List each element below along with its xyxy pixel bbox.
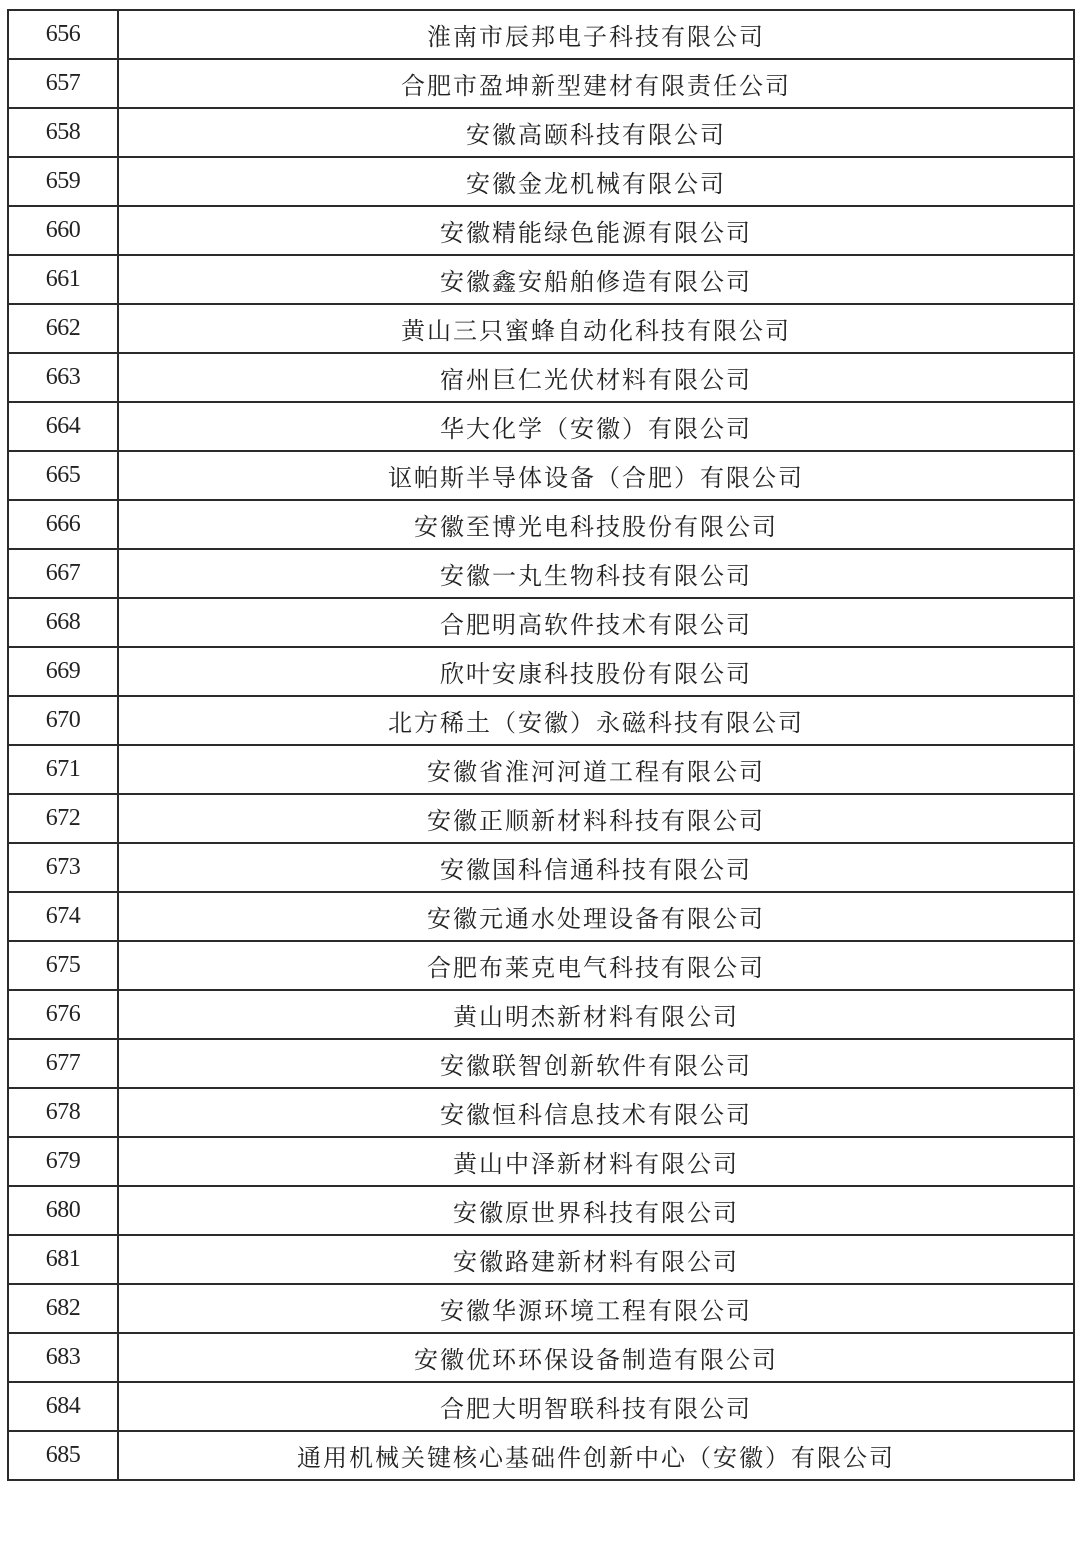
table-row (8, 745, 1074, 794)
row-index: 679 (8, 1137, 118, 1186)
table-row (8, 1235, 1074, 1284)
company-name: 安徽优环环保设备制造有限公司 (118, 1333, 1074, 1382)
company-name: 安徽一丸生物科技有限公司 (118, 549, 1074, 598)
table-row (8, 990, 1074, 1039)
company-name: 北方稀土（安徽）永磁科技有限公司 (118, 696, 1074, 745)
row-index: 660 (8, 206, 118, 255)
table-body (8, 10, 1074, 1480)
table-row (8, 549, 1074, 598)
row-index: 673 (8, 843, 118, 892)
company-name: 安徽省淮河河道工程有限公司 (118, 745, 1074, 794)
table-row (8, 108, 1074, 157)
row-index: 668 (8, 598, 118, 647)
table-row (8, 1382, 1074, 1431)
row-index: 676 (8, 990, 118, 1039)
company-name: 安徽元通水处理设备有限公司 (118, 892, 1074, 941)
row-index: 666 (8, 500, 118, 549)
table-row (8, 255, 1074, 304)
row-index: 672 (8, 794, 118, 843)
company-name: 淮南市辰邦电子科技有限公司 (118, 10, 1074, 59)
table-row (8, 451, 1074, 500)
company-name: 黄山明杰新材料有限公司 (118, 990, 1074, 1039)
company-name: 安徽至博光电科技股份有限公司 (118, 500, 1074, 549)
company-name: 黄山三只蜜蜂自动化科技有限公司 (118, 304, 1074, 353)
table-row (8, 206, 1074, 255)
row-index: 677 (8, 1039, 118, 1088)
table-row (8, 1284, 1074, 1333)
table-row (8, 794, 1074, 843)
company-list-table (7, 9, 1075, 1481)
table-row (8, 1431, 1074, 1480)
table-row (8, 304, 1074, 353)
company-name: 安徽恒科信息技术有限公司 (118, 1088, 1074, 1137)
table-row (8, 1333, 1074, 1382)
company-name: 合肥市盈坤新型建材有限责任公司 (118, 59, 1074, 108)
company-name: 合肥布莱克电气科技有限公司 (118, 941, 1074, 990)
company-name: 合肥明高软件技术有限公司 (118, 598, 1074, 647)
row-index: 665 (8, 451, 118, 500)
table-row (8, 500, 1074, 549)
table-row (8, 941, 1074, 990)
row-index: 658 (8, 108, 118, 157)
row-index: 663 (8, 353, 118, 402)
table-row (8, 1088, 1074, 1137)
table-row (8, 1186, 1074, 1235)
table-row (8, 59, 1074, 108)
row-index: 671 (8, 745, 118, 794)
row-index: 680 (8, 1186, 118, 1235)
company-name: 通用机械关键核心基础件创新中心（安徽）有限公司 (118, 1431, 1074, 1480)
table-row (8, 598, 1074, 647)
company-name: 安徽原世界科技有限公司 (118, 1186, 1074, 1235)
table-row (8, 843, 1074, 892)
row-index: 664 (8, 402, 118, 451)
row-index: 667 (8, 549, 118, 598)
row-index: 682 (8, 1284, 118, 1333)
row-index: 684 (8, 1382, 118, 1431)
company-name: 合肥大明智联科技有限公司 (118, 1382, 1074, 1431)
row-index: 656 (8, 10, 118, 59)
row-index: 669 (8, 647, 118, 696)
row-index: 659 (8, 157, 118, 206)
table-row (8, 10, 1074, 59)
company-name: 讴帕斯半导体设备（合肥）有限公司 (118, 451, 1074, 500)
table-row (8, 1137, 1074, 1186)
table-row (8, 892, 1074, 941)
row-index: 661 (8, 255, 118, 304)
company-name: 安徽路建新材料有限公司 (118, 1235, 1074, 1284)
table-row (8, 696, 1074, 745)
company-name: 宿州巨仁光伏材料有限公司 (118, 353, 1074, 402)
table-row (8, 353, 1074, 402)
company-name: 安徽国科信通科技有限公司 (118, 843, 1074, 892)
row-index: 685 (8, 1431, 118, 1480)
company-name: 欣叶安康科技股份有限公司 (118, 647, 1074, 696)
company-name: 安徽精能绿色能源有限公司 (118, 206, 1074, 255)
company-name: 安徽鑫安船舶修造有限公司 (118, 255, 1074, 304)
company-name: 黄山中泽新材料有限公司 (118, 1137, 1074, 1186)
row-index: 681 (8, 1235, 118, 1284)
row-index: 678 (8, 1088, 118, 1137)
table-row (8, 402, 1074, 451)
company-name: 安徽正顺新材料科技有限公司 (118, 794, 1074, 843)
company-name: 华大化学（安徽）有限公司 (118, 402, 1074, 451)
company-name: 安徽联智创新软件有限公司 (118, 1039, 1074, 1088)
row-index: 657 (8, 59, 118, 108)
row-index: 683 (8, 1333, 118, 1382)
row-index: 670 (8, 696, 118, 745)
row-index: 662 (8, 304, 118, 353)
table-row (8, 647, 1074, 696)
company-name: 安徽华源环境工程有限公司 (118, 1284, 1074, 1333)
row-index: 675 (8, 941, 118, 990)
company-name: 安徽高颐科技有限公司 (118, 108, 1074, 157)
table-row (8, 157, 1074, 206)
company-name: 安徽金龙机械有限公司 (118, 157, 1074, 206)
row-index: 674 (8, 892, 118, 941)
table-row (8, 1039, 1074, 1088)
